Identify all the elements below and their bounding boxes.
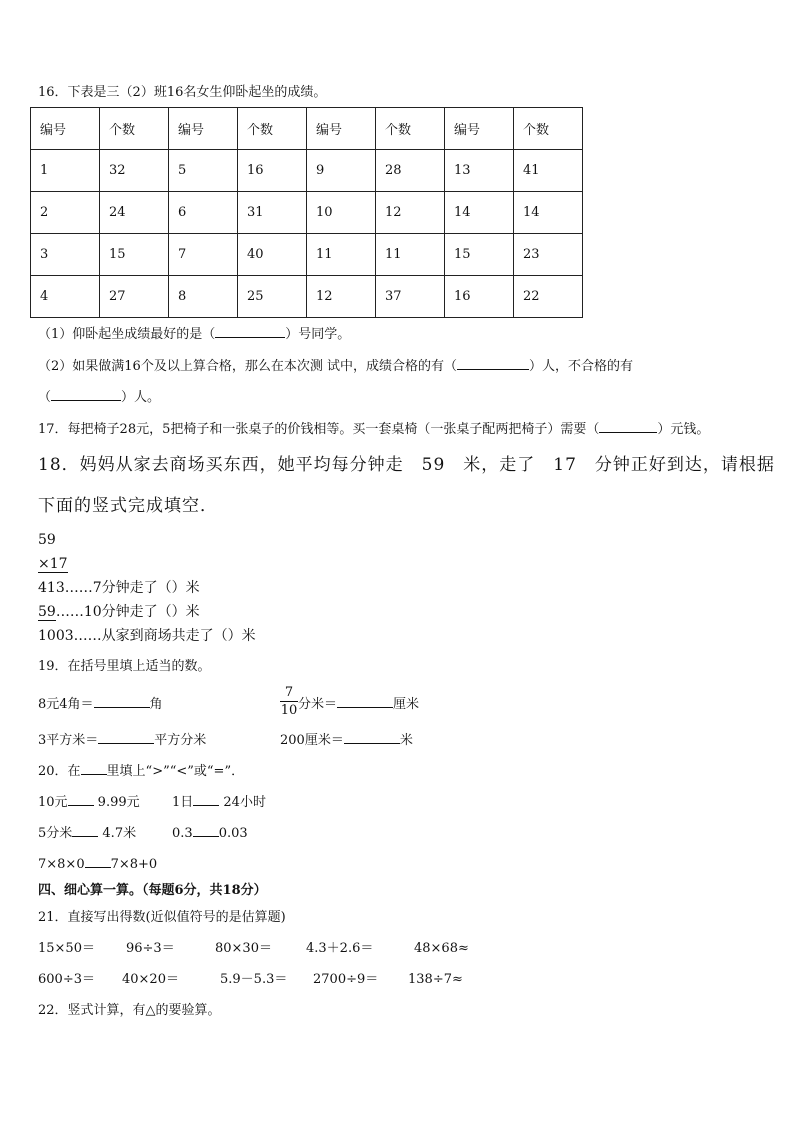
calc-row-2 [38, 605, 200, 619]
q19-a-unit: 角 [149, 697, 163, 712]
table-cell: 7 [169, 234, 238, 276]
table-cell: 2 [31, 192, 100, 234]
table-cell: 12 [376, 192, 445, 234]
mental-math-item: 96÷3＝ [126, 941, 175, 956]
fraction [280, 686, 298, 717]
compare-item [172, 827, 248, 840]
answer-blank[interactable] [215, 337, 285, 338]
compare-left: 10元 [38, 795, 68, 810]
table-cell: 37 [376, 276, 445, 318]
table-cell: 23 [514, 234, 583, 276]
q19-b [298, 698, 419, 711]
answer-blank[interactable] [51, 400, 121, 401]
q16-sub2-text-mid: ）人，不合格的有 [528, 359, 633, 374]
table-cell: 15 [445, 234, 514, 276]
q16-sub2b-text-after: ）人。 [121, 390, 161, 405]
table-cell: 40 [238, 234, 307, 276]
mental-math-item: 5.9－5.3＝ [220, 972, 288, 987]
q19-b-unit: 厘米 [393, 697, 420, 712]
answer-blank[interactable] [344, 743, 400, 744]
calc-multiplicand: 59 [38, 532, 56, 548]
table-cell: 16 [445, 276, 514, 318]
answer-blank[interactable] [599, 432, 657, 433]
compare-blank[interactable] [68, 805, 94, 806]
calc-row-2-text: ……10分钟走了（）米 [55, 604, 200, 620]
table-cell: 编号 [31, 108, 100, 150]
q16-sub2-cont [38, 391, 160, 404]
table-cell: 14 [445, 192, 514, 234]
table-cell: 11 [307, 234, 376, 276]
table-cell: 24 [100, 192, 169, 234]
table-row [31, 108, 583, 150]
table-cell: 1 [31, 150, 100, 192]
q16-sub1-text: （1）仰卧起坐成绩最好的是（ [38, 327, 216, 342]
answer-blank[interactable] [98, 743, 154, 744]
compare-blank[interactable] [72, 836, 98, 837]
compare-right: 7×8+0 [110, 857, 158, 872]
mental-math-item: 2700÷9＝ [313, 972, 379, 987]
score-table [30, 107, 583, 318]
q21-title: 21．直接写出得数(近似值符号的是估算题) [38, 910, 286, 925]
q20-title-text: 20．在 [38, 764, 81, 779]
table-row [31, 276, 583, 318]
table-cell: 个数 [238, 108, 307, 150]
table-cell: 32 [100, 150, 169, 192]
table-cell: 31 [238, 192, 307, 234]
table-cell: 个数 [376, 108, 445, 150]
compare-left: 0.3 [172, 826, 193, 841]
q19-d-unit: 米 [399, 733, 413, 748]
table-cell: 5 [169, 150, 238, 192]
mental-math-item: 48×68≈ [414, 941, 469, 956]
table-cell: 个数 [100, 108, 169, 150]
mental-math-item: 138÷7≈ [408, 972, 463, 987]
table-cell: 27 [100, 276, 169, 318]
table-cell: 编号 [307, 108, 376, 150]
table-cell: 8 [169, 276, 238, 318]
q16-sub1 [38, 328, 350, 341]
mental-math-item: 4.3＋2.6＝ [306, 941, 374, 956]
table-cell: 13 [445, 150, 514, 192]
compare-item [172, 796, 266, 809]
table-row [31, 192, 583, 234]
compare-item [38, 827, 136, 840]
compare-item [38, 858, 157, 871]
q20-title [38, 765, 244, 778]
compare-right: 24小时 [219, 795, 266, 810]
table-cell: 4 [31, 276, 100, 318]
compare-left: 5分米 [38, 826, 73, 841]
mental-math-item: 600÷3＝ [38, 972, 95, 987]
q18-line1: 18．妈妈从家去商场买东西，她平均每分钟走 59 米，走了 17 分钟正好到达，请根据 [38, 455, 775, 475]
calc-row-1: 413……7分钟走了（）米 [38, 580, 200, 596]
q19-d [280, 734, 413, 747]
q19-c-text: 3平方米＝ [38, 733, 99, 748]
table-cell: 41 [514, 150, 583, 192]
sample-blank [81, 774, 107, 775]
table-cell: 15 [100, 234, 169, 276]
table-cell: 28 [376, 150, 445, 192]
table-cell: 22 [514, 276, 583, 318]
table-cell: 编号 [445, 108, 514, 150]
q16-sub2b-text: （ [38, 390, 52, 405]
table-cell: 编号 [169, 108, 238, 150]
table-cell: 11 [376, 234, 445, 276]
q19-c-unit: 平方分米 [154, 733, 207, 748]
compare-blank[interactable] [193, 836, 219, 837]
compare-right: 4.7米 [98, 826, 137, 841]
table-cell: 个数 [514, 108, 583, 150]
table-cell: 9 [307, 150, 376, 192]
calc-row-3: 1003……从家到商场共走了（）米 [38, 628, 256, 644]
calc-row-2-number: 59 [38, 604, 56, 620]
answer-blank[interactable] [457, 369, 529, 370]
table-cell: 25 [238, 276, 307, 318]
calc-multiplier: ×17 [38, 556, 68, 572]
compare-left: 1日 [172, 795, 194, 810]
compare-right: 0.03 [218, 826, 248, 841]
q19-d-text: 200厘米＝ [280, 733, 344, 748]
table-cell: 3 [31, 234, 100, 276]
compare-right: 9.99元 [93, 795, 140, 810]
table-cell: 12 [307, 276, 376, 318]
answer-blank[interactable] [94, 707, 150, 708]
fraction-denominator: 10 [280, 703, 298, 718]
q16-sub2-text: （2）如果做满16个及以上算合格，那么在本次测 试中，成绩合格的有（ [38, 359, 457, 374]
q17-text-after: ）元钱。 [657, 422, 710, 437]
compare-item [38, 796, 140, 809]
compare-left: 7×8×0 [38, 857, 85, 872]
section-heading: 四、细心算一算。（每题6分，共18分） [38, 883, 267, 898]
mental-math-item: 15×50＝ [38, 941, 95, 956]
q19-title: 19．在括号里填上适当的数。 [38, 659, 211, 674]
q20-title-text-after: 里填上“>”“<”或“=”． [106, 764, 245, 779]
q18-line2: 下面的竖式完成填空． [38, 496, 218, 516]
q22-title: 22．竖式计算，有△的要验算。 [38, 1003, 221, 1018]
q19-c [38, 734, 206, 747]
answer-blank[interactable] [337, 707, 393, 708]
q17-text: 17．每把椅子28元，5把椅子和一张桌子的价钱相等。买一套桌椅（一张桌子配两把椅子）需要（ [38, 422, 600, 437]
q19-a-text: 8元4角＝ [38, 697, 94, 712]
table-row [31, 234, 583, 276]
fraction-numerator: 7 [280, 686, 298, 702]
table-cell: 6 [169, 192, 238, 234]
mental-math-item: 40×20＝ [122, 972, 179, 987]
table-cell: 14 [514, 192, 583, 234]
table-cell: 10 [307, 192, 376, 234]
compare-blank[interactable] [85, 867, 111, 868]
q17 [38, 423, 709, 436]
table-row [31, 150, 583, 192]
mental-math-item: 80×30＝ [215, 941, 272, 956]
q16-sub1-text-after: ）号同学。 [285, 327, 351, 342]
q16-sub2 [38, 360, 633, 373]
q19-a [38, 698, 163, 711]
q19-b-text: 分米＝ [298, 697, 338, 712]
compare-blank[interactable] [193, 805, 219, 806]
table-cell: 16 [238, 150, 307, 192]
q16-title: 16．下表是三（2）班16名女生仰卧起坐的成绩。 [38, 85, 327, 100]
